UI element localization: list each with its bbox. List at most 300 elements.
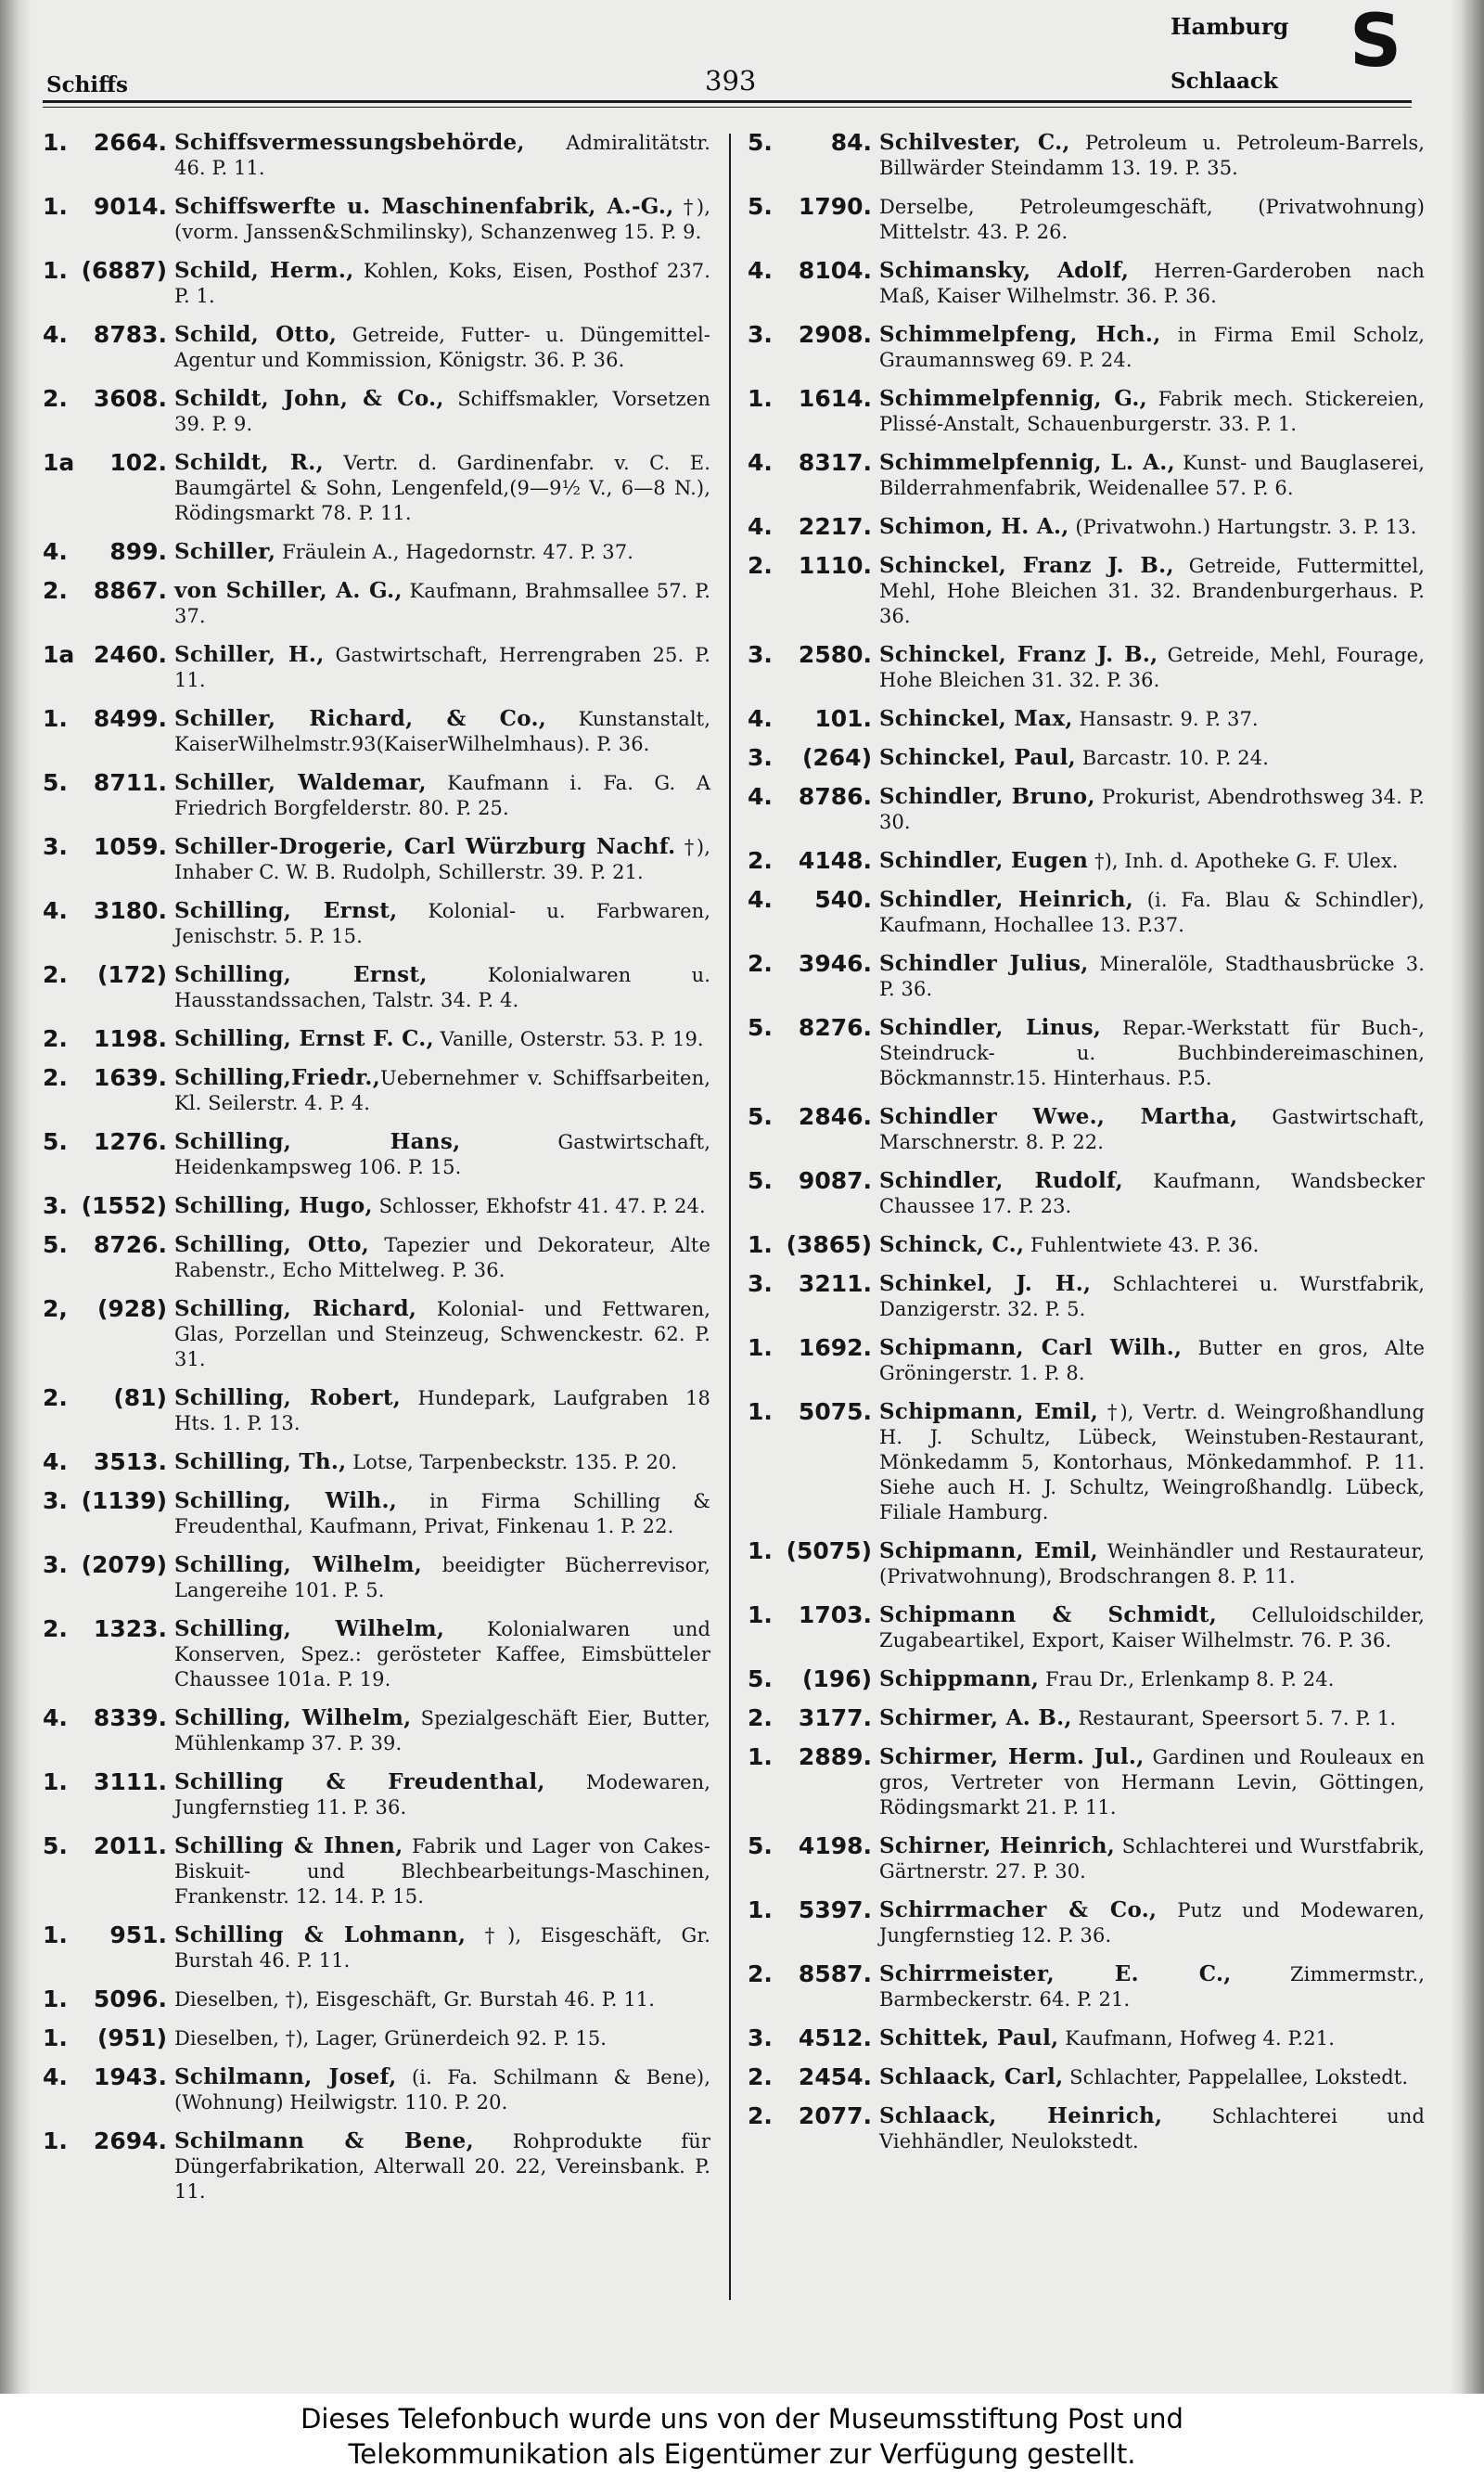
subscriber-name: Schilling & Ihnen, — [174, 1833, 403, 1858]
listing-entry — [748, 1897, 1425, 1948]
exchange-code: 1. — [748, 1537, 773, 1564]
exchange-code: 5. — [748, 129, 773, 156]
subscriber-details: Mineralöle, Stadthausbrücke 3. P. 36. — [879, 953, 1425, 1000]
subscriber-name: Schinkel, J. H., — [879, 1271, 1092, 1296]
listing-entry — [748, 784, 1425, 835]
subscriber-name: Schilling, Richard, — [174, 1296, 417, 1321]
line-number: (264) — [801, 744, 872, 771]
listing-entry — [748, 887, 1425, 938]
listing-text — [872, 258, 1425, 309]
subscriber-name: Schiffsvermessungsbehörde, — [174, 130, 525, 155]
subscriber-details: †), Inhaber C. W. B. Rudolph, Schillerstr. 39. P. 21. — [174, 836, 710, 883]
subscriber-name: Schindler Wwe., Martha, — [879, 1104, 1238, 1129]
exchange-code: 2. — [43, 1025, 68, 1052]
subscriber-details: Gardinen und Rouleaux en gros, Vertreter von Hermann Levin, Göttingen, Rödingsmarkt 21. P. 11. — [879, 1746, 1425, 1818]
exchange-code: 1. — [43, 705, 68, 732]
phone-number — [43, 450, 167, 476]
listing-entry — [748, 1961, 1425, 2012]
phone-number — [748, 887, 872, 913]
exchange-code: 4. — [43, 1448, 68, 1475]
listing-text — [872, 1744, 1425, 1820]
subscriber-details: Kohlen, Koks, Eisen, Posthof 237. P. 1. — [174, 260, 710, 307]
listing-entry — [748, 2025, 1425, 2051]
line-number: 8104. — [798, 257, 872, 284]
footer-notice — [0, 2394, 1484, 2480]
exchange-code: 1. — [43, 257, 68, 284]
phone-number — [748, 1833, 872, 1859]
listing-entry — [43, 1129, 710, 1180]
listing-text — [167, 1922, 710, 1973]
line-number: (5075) — [786, 1537, 872, 1564]
subscriber-details: beeidigter Bücherrevisor, Langereihe 101. P. 5. — [174, 1554, 710, 1601]
subscriber-details: Barcastr. 10. P. 24. — [1075, 747, 1270, 769]
subscriber-name: Schilling & Lohmann, — [174, 1922, 467, 1947]
phone-number — [43, 194, 167, 220]
exchange-code: 2. — [43, 961, 68, 988]
subscriber-name: Schipmann, Emil, — [879, 1399, 1099, 1424]
subscriber-details: Fräulein A., Hagedornstr. 47. P. 37. — [275, 541, 633, 563]
subscriber-details: (i. Fa. Schilmann & Bene), (Wohnung) Heilwigstr. 110. P. 20. — [174, 2066, 710, 2114]
phone-number — [748, 322, 872, 348]
phone-number — [748, 1104, 872, 1130]
phone-number — [748, 1399, 872, 1425]
listing-text — [872, 194, 1425, 245]
line-number: (1552) — [81, 1192, 167, 1219]
listing-entry — [43, 1922, 710, 1973]
listing-entry — [43, 2064, 710, 2115]
subscriber-name: Schirrmeister, E. C., — [879, 1961, 1232, 1986]
line-number: (172) — [96, 961, 167, 988]
phone-number — [748, 1168, 872, 1194]
listing-entry — [43, 898, 710, 949]
listing-entry — [748, 642, 1425, 693]
subscriber-details: Schlachterei und Viehhändler, Neulokstedt. — [879, 2105, 1425, 2152]
exchange-code: 1. — [748, 1601, 773, 1628]
subscriber-name: Schildt, R., — [174, 450, 324, 475]
listing-text — [167, 1193, 710, 1219]
listing-text — [872, 1897, 1425, 1948]
phone-number — [748, 1666, 872, 1692]
subscriber-details: Kaufmann, Brahmsallee 57. P. 37. — [174, 580, 710, 627]
subscriber-name: Schipmann, Carl Wilh., — [879, 1335, 1183, 1360]
subscriber-details: Kolonialwaren und Konserven, Spez.: gerösteter Kaffee, Eimsbütteler Chaussee 101a. P. 19. — [174, 1618, 710, 1690]
listing-text — [872, 1602, 1425, 1653]
listing-entry — [43, 1986, 710, 2012]
listing-text — [872, 1104, 1425, 1155]
phone-number — [748, 1744, 872, 1770]
listing-entry — [43, 1232, 710, 1283]
listing-entry — [748, 1104, 1425, 1155]
exchange-code: 4. — [748, 449, 773, 476]
phone-number — [748, 386, 872, 412]
subscriber-details: Hundepark, Laufgraben 18 Hts. 1. P. 13. — [174, 1387, 710, 1434]
listing-entry — [748, 1744, 1425, 1820]
subscriber-details: Butter en gros, Alte Gröningerstr. 1. P. 8. — [879, 1337, 1425, 1384]
listing-entry — [43, 450, 710, 526]
phone-number — [43, 1296, 167, 1322]
exchange-code: 1. — [43, 129, 68, 156]
phone-number — [43, 1232, 167, 1258]
listing-entry — [43, 1616, 710, 1692]
subscriber-name: Schilvester, C., — [879, 130, 1070, 155]
listing-entry — [748, 1833, 1425, 1884]
listing-entry — [43, 386, 710, 437]
listing-entry — [43, 1065, 710, 1116]
subscriber-details: Admiralitätstr. 46. P. 11. — [174, 132, 710, 179]
subscriber-name: Schirrmacher & Co., — [879, 1897, 1158, 1922]
line-number: (196) — [801, 1665, 872, 1692]
subscriber-details: Uebernehmer v. Schiffsarbeiten, Kl. Seilerstr. 4. P. 4. — [174, 1067, 710, 1114]
line-number: 1692. — [798, 1334, 872, 1361]
header-rule — [43, 100, 1412, 103]
listing-entry — [43, 1552, 710, 1603]
listing-text — [167, 450, 710, 526]
phone-number — [43, 2064, 167, 2090]
listing-entry — [43, 770, 710, 821]
phone-number — [748, 1232, 872, 1258]
subscriber-name: Schimon, H. A., — [879, 514, 1069, 539]
line-number: 2846. — [798, 1103, 872, 1130]
subscriber-details: Schlosser, Ekhofstr 41. 47. P. 24. — [372, 1195, 706, 1217]
exchange-code: 2, — [43, 1295, 68, 1322]
phone-number — [748, 642, 872, 668]
listing-entry — [748, 322, 1425, 373]
line-number: 1110. — [798, 552, 872, 579]
line-number: 3180. — [93, 897, 167, 924]
listing-text — [167, 386, 710, 437]
subscriber-details: Herren-Garderoben nach Maß, Kaiser Wilhelmstr. 36. P. 36. — [879, 260, 1425, 307]
phone-number — [748, 848, 872, 874]
listing-text — [167, 898, 710, 949]
listing-text — [167, 578, 710, 629]
line-number: 4512. — [798, 2024, 872, 2051]
phone-number — [43, 322, 167, 348]
listing-text — [167, 1129, 710, 1180]
phone-number — [748, 514, 872, 540]
subscriber-name: Schiller-Drogerie, Carl Würzburg Nachf. — [174, 834, 676, 859]
exchange-code: 5. — [748, 1167, 773, 1194]
subscriber-details: Fabrik und Lager von Cakes-Biskuit- und Blechbearbeitungs-Maschinen, Frankenstr. 12. 14. P. 15. — [174, 1835, 710, 1908]
listing-text — [872, 1271, 1425, 1322]
line-number: (3865) — [786, 1231, 872, 1258]
subscriber-name: Schilmann, Josef, — [174, 2064, 397, 2089]
exchange-code: 1a — [43, 449, 75, 476]
listing-text — [167, 706, 710, 757]
phone-number — [748, 1538, 872, 1564]
listing-entry — [43, 578, 710, 629]
line-number: 5397. — [798, 1896, 872, 1923]
line-number: 8317. — [798, 449, 872, 476]
phone-number — [43, 2025, 167, 2051]
listing-entry — [43, 1705, 710, 1756]
exchange-code: 1. — [748, 1398, 773, 1425]
subscriber-name: Schilling, Wilhelm, — [174, 1552, 423, 1577]
subscriber-details: Vertr. d. Gardinenfabr. v. C. E. Baumgärtel & Sohn, Lengenfeld,(9—9½ V., 6—8 N.), Rödingsmarkt 78. P. 11. — [174, 452, 710, 524]
listing-text — [872, 1666, 1425, 1692]
listing-entry — [43, 539, 710, 565]
subscriber-details: Restaurant, Speersort 5. 7. P. 1. — [1071, 1707, 1397, 1729]
running-head: Schiffs — [46, 72, 128, 97]
line-number: 3608. — [93, 385, 167, 412]
phone-number — [43, 962, 167, 988]
subscriber-details: Derselbe, Petroleumgeschäft, (Privatwohnung) Mittelstr. 43. P. 26. — [879, 196, 1425, 243]
line-number: 1198. — [93, 1025, 167, 1052]
subscriber-details: †), Vertr. d. Weingroßhandlung H. J. Schultz, Lübeck, Weinstuben-Restaurant, Mönkedamm 5, Kontorhaus, Mönkedammhof. P. 11. Siehe auch H. J. Schultz, Weingroßhandlg. Lübeck, Filiale Hamburg. — [879, 1401, 1425, 1523]
exchange-code: 5. — [43, 1832, 68, 1859]
listing-entry — [748, 951, 1425, 1002]
line-number: 8786. — [798, 783, 872, 810]
line-number: 4148. — [798, 847, 872, 874]
subscriber-name: Schildt, John, & Co., — [174, 386, 444, 411]
exchange-code: 2. — [748, 1960, 773, 1987]
listing-text — [167, 1296, 710, 1372]
phone-number — [748, 1015, 872, 1041]
subscriber-name: Schipmann & Schmidt, — [879, 1602, 1218, 1627]
subscriber-details: (Privatwohn.) Hartungstr. 3. P. 13. — [1068, 516, 1417, 538]
subscriber-details: Petroleum u. Petroleum-Barrels, Billwärder Steindamm 13. 19. P. 35. — [879, 132, 1425, 179]
listing-text — [872, 745, 1425, 771]
subscriber-name: Schilling, Otto, — [174, 1232, 370, 1257]
subscriber-details: Kaufmann, Hofweg 4. P.21. — [1058, 2027, 1335, 2050]
section-letter: S — [1350, 0, 1402, 84]
line-number: 540. — [814, 886, 872, 913]
exchange-code: 2. — [43, 1064, 68, 1091]
subscriber-details: Celluloidschilder, Zugabeartikel, Export, Kaiser Wilhelmstr. 76. P. 36. — [879, 1604, 1425, 1651]
listing-entry — [748, 2064, 1425, 2090]
exchange-code: 4. — [43, 1704, 68, 1731]
subscriber-details: †), Eisgeschäft, Gr. Burstah 46. P. 11. — [174, 1924, 710, 1972]
subscriber-details: Schlachter, Pappelallee, Lokstedt. — [1063, 2066, 1409, 2088]
listing-entry — [43, 642, 710, 693]
line-number: 8276. — [798, 1014, 872, 1041]
line-number: 1323. — [93, 1615, 167, 1642]
subscriber-details: in Firma Schilling & Freudenthal, Kaufmann, Privat, Finkenau 1. P. 22. — [174, 1490, 711, 1537]
listing-entry — [43, 258, 710, 309]
phone-number — [43, 1488, 167, 1514]
exchange-code: 2. — [43, 1615, 68, 1642]
exchange-code: 5. — [748, 1103, 773, 1130]
subscriber-name: von Schiller, A. G., — [174, 578, 403, 603]
listing-entry — [43, 1449, 710, 1475]
phone-number — [748, 784, 872, 810]
line-number: 1943. — [93, 2063, 167, 2090]
listing-entry — [748, 130, 1425, 181]
subscriber-details: Vanille, Osterstr. 53. P. 19. — [433, 1028, 704, 1050]
subscriber-name: Schindler Julius, — [879, 951, 1089, 976]
listing-text — [167, 539, 710, 565]
exchange-code: 2. — [748, 552, 773, 579]
page-number: 393 — [705, 65, 757, 96]
subscriber-details: Fabrik mech. Stickereien, Plissé-Anstalt, Schauenburgerstr. 33. P. 1. — [879, 388, 1425, 435]
listing-text — [872, 1168, 1425, 1219]
exchange-code: 1. — [43, 1985, 68, 2012]
line-number: 9014. — [93, 193, 167, 220]
subscriber-name: Schilling, Hugo, — [174, 1193, 373, 1218]
line-number: 84. — [830, 129, 872, 156]
exchange-code: 2. — [43, 385, 68, 412]
subscriber-name: Schiller, H., — [174, 642, 325, 667]
subscriber-details: Schlachterei und Wurstfabrik, Gärtnerstr. 27. P. 30. — [879, 1835, 1425, 1882]
exchange-code: 4. — [748, 783, 773, 810]
listing-entry — [748, 848, 1425, 874]
listing-text — [167, 1833, 710, 1909]
line-number: 2694. — [93, 2127, 167, 2154]
listing-entry — [43, 1488, 710, 1539]
subscriber-details: Dieselben, †), Eisgeschäft, Gr. Burstah 46. P. 11. — [174, 1988, 656, 2011]
subscriber-details: Getreide, Mehl, Fourage, Hohe Bleichen 31. 32. P. 36. — [879, 644, 1425, 691]
exchange-code: 1. — [43, 2127, 68, 2154]
subscriber-name: Schindler, Rudolf, — [879, 1168, 1123, 1193]
listing-text — [167, 322, 710, 373]
subscriber-name: Schiller, Waldemar, — [174, 770, 427, 795]
subscriber-name: Schinckel, Franz J. B., — [879, 642, 1158, 667]
subscriber-name: Schindler, Heinrich, — [879, 887, 1134, 912]
phone-number — [43, 1129, 167, 1155]
phone-number — [43, 386, 167, 412]
phone-number — [748, 1897, 872, 1923]
right-column — [748, 130, 1425, 2167]
exchange-code: 5. — [748, 1665, 773, 1692]
phone-number — [748, 1961, 872, 1987]
exchange-code: 4. — [748, 886, 773, 913]
subscriber-details: Tapezier und Dekorateur, Alte Rabenstr., Echo Mittelweg. P. 36. — [174, 1234, 710, 1281]
listing-entry — [748, 1015, 1425, 1091]
listing-entry — [43, 706, 710, 757]
exchange-code: 4. — [748, 513, 773, 540]
listing-text — [167, 1986, 710, 2012]
subscriber-details: Weinhändler und Restaurateur, (Privatwohnung), Brodschrangen 8. P. 11. — [879, 1540, 1425, 1587]
listing-entry — [748, 1666, 1425, 1692]
listing-text — [872, 130, 1425, 181]
phone-number — [43, 1385, 167, 1411]
line-number: (81) — [113, 1384, 167, 1411]
subscriber-details: Gastwirtschaft, Herrengraben 25. P. 11. — [174, 644, 710, 691]
exchange-code: 1. — [43, 1768, 68, 1795]
listing-text — [872, 1833, 1425, 1884]
line-number: 3946. — [798, 950, 872, 977]
listing-entry — [43, 1769, 710, 1820]
subscriber-name: Schilling, Ernst F. C., — [174, 1026, 434, 1051]
exchange-code: 2. — [43, 1384, 68, 1411]
line-number: 5096. — [93, 1985, 167, 2012]
listing-text — [872, 2025, 1425, 2051]
listing-text — [872, 1335, 1425, 1386]
subscriber-name: Schimmelpfennig, L. A., — [879, 450, 1175, 475]
subscriber-details: Kaufmann i. Fa. G. A Friedrich Borgfelderstr. 80. P. 25. — [174, 772, 710, 819]
line-number: 2664. — [93, 129, 167, 156]
listing-entry — [748, 1168, 1425, 1219]
subscriber-details: Dieselben, †), Lager, Grünerdeich 92. P. 15. — [174, 2027, 608, 2050]
line-number: 2889. — [798, 1743, 872, 1770]
listing-text — [167, 2025, 710, 2051]
exchange-code: 3. — [43, 1551, 68, 1578]
listing-entry — [748, 1399, 1425, 1525]
exchange-code: 3. — [43, 1192, 68, 1219]
subscriber-name: Schirner, Heinrich, — [879, 1833, 1116, 1858]
exchange-code: 3. — [748, 321, 773, 348]
line-number: 1790. — [798, 193, 872, 220]
exchange-code: 1. — [43, 1921, 68, 1948]
left-column — [43, 130, 710, 2217]
subscriber-name: Schilling, Robert, — [174, 1385, 402, 1410]
phone-number — [43, 706, 167, 732]
listing-entry — [43, 2025, 710, 2051]
listing-entry — [748, 1602, 1425, 1653]
listing-text — [167, 770, 710, 821]
subscriber-name: Schimmelpfennig, G., — [879, 386, 1147, 411]
phone-number — [748, 706, 872, 732]
subscriber-details: Kolonial- u. Farbwaren, Jenischstr. 5. P. 15. — [174, 900, 711, 947]
listing-entry — [748, 1271, 1425, 1322]
line-number: (928) — [96, 1295, 167, 1322]
phone-number — [748, 450, 872, 476]
subscriber-name: Schild, Herm., — [174, 258, 354, 283]
exchange-code: 3. — [748, 744, 773, 771]
line-number: 2077. — [798, 2102, 872, 2129]
exchange-code: 5. — [43, 1231, 68, 1258]
line-number: 1703. — [798, 1601, 872, 1628]
line-number: 101. — [814, 705, 872, 732]
subscriber-name: Schild, Otto, — [174, 322, 338, 347]
subscriber-name: Schilmann & Bene, — [174, 2128, 474, 2153]
footer-line-2: Telekommunikation als Eigentümer zur Verfügung gestellt. — [348, 2438, 1136, 2470]
listing-text — [167, 1232, 710, 1283]
line-number: 2454. — [798, 2063, 872, 2090]
exchange-code: 4. — [43, 2063, 68, 2090]
phone-number — [748, 2064, 872, 2090]
line-number: 8499. — [93, 705, 167, 732]
line-number: 1614. — [798, 385, 872, 412]
subscriber-name: Schimmelpfeng, Hch., — [879, 322, 1161, 347]
phone-number — [43, 1922, 167, 1948]
subscriber-details: Getreide, Futter- u. Düngemittel-Agentur und Kommission, Königstr. 36. P. 36. — [174, 324, 710, 371]
subscriber-details: (i. Fa. Blau & Schindler), Kaufmann, Hochallee 13. P.37. — [879, 889, 1426, 936]
line-number: 2011. — [93, 1832, 167, 1859]
phone-number — [748, 1602, 872, 1628]
listing-text — [872, 450, 1425, 501]
listing-text — [167, 1552, 710, 1603]
listing-text — [872, 887, 1425, 938]
exchange-code: 1. — [748, 1334, 773, 1361]
listing-text — [167, 834, 710, 885]
phone-number — [748, 2025, 872, 2051]
subscriber-name: Schinckel, Franz J. B., — [879, 553, 1174, 578]
listing-entry — [43, 962, 710, 1013]
exchange-code: 1a — [43, 641, 75, 668]
line-number: 8339. — [93, 1704, 167, 1731]
subscriber-name: Schilling, Wilhelm, — [174, 1616, 445, 1641]
listing-text — [167, 258, 710, 309]
phone-number — [748, 745, 872, 771]
line-number: 8867. — [93, 577, 167, 604]
phone-number — [43, 2128, 167, 2154]
phone-number — [748, 1335, 872, 1361]
listing-text — [167, 1449, 710, 1475]
listing-text — [872, 2103, 1425, 2154]
phone-number — [43, 1616, 167, 1642]
line-number: 899. — [109, 538, 167, 565]
subscriber-name: Schipmann, Emil, — [879, 1538, 1098, 1563]
line-number: 951. — [109, 1921, 167, 1948]
listing-text — [872, 951, 1425, 1002]
exchange-code: 3. — [748, 641, 773, 668]
subscriber-name: Schippmann, — [879, 1666, 1040, 1691]
subscriber-name: Schinckel, Max, — [879, 706, 1073, 731]
exchange-code: 1. — [43, 193, 68, 220]
footer-line-1: Dieses Telefonbuch wurde uns von der Museumsstiftung Post und — [301, 2403, 1183, 2435]
listing-text — [872, 322, 1425, 373]
subscriber-details: Frau Dr., Erlenkamp 8. P. 24. — [1039, 1668, 1335, 1690]
